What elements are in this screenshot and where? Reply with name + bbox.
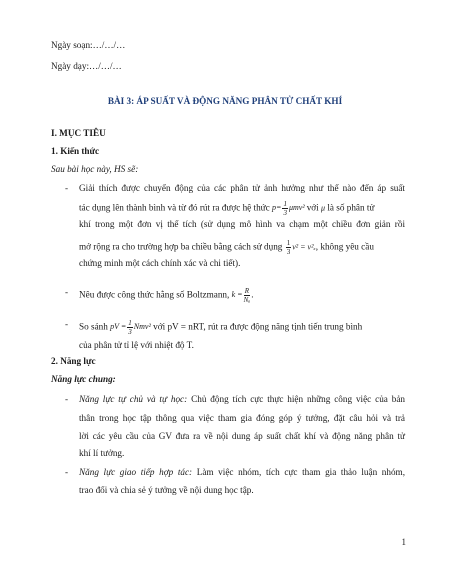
bullet-marker: - <box>65 467 69 477</box>
bullet1-line2-text-a: tác dụng lên thành bình và từ đó rút ra được hệ thức <box>79 202 270 213</box>
competence2-line2: trao đổi và chia sẻ ý tưởng về nội dung học tập. <box>79 485 254 495</box>
bullet-marker: - <box>65 394 69 404</box>
competence1-line2: thân trong học tập thông qua việc tham gia đóng góp ý tưởng, đặt câu hỏi và trả <box>79 413 405 423</box>
fraction-den: Nₐ <box>243 296 251 304</box>
intro-text: Sau bài học này, HS sẽ: <box>51 164 139 174</box>
section-heading-objectives: I. MỤC TIÊU <box>51 128 106 138</box>
fraction-one-third <box>282 200 288 217</box>
fraction-num: 1 <box>286 239 291 247</box>
bullet1-line5: chứng minh một cách chính xác và chi tiết). <box>79 258 241 268</box>
formula-rhs: μmv² <box>288 203 305 213</box>
bullet1-line3: khí trong một đơn vị thể tích (sử dụng mô hình va chạm một chiều đơn giản rồi <box>79 219 405 229</box>
competence1-line1 <box>79 394 405 404</box>
bullet2-text-b: . <box>251 289 254 300</box>
competence1-line3: lời các yêu cầu của GV đưa ra về nội dung áp suất chất khí và động năng phân tử <box>79 431 405 441</box>
mu-symbol: μ <box>321 203 326 213</box>
bullet3-text-b: với pV = nRT, rút ra được động năng tịnh tiến trung bình <box>153 321 363 332</box>
competence1-line4: khí lí tưởng. <box>79 448 125 458</box>
fraction-den: 3 <box>283 209 287 217</box>
competence2-label: Năng lực giao tiếp hợp tác: <box>79 467 193 477</box>
fraction-one-third-3 <box>127 319 133 336</box>
fraction-num: 1 <box>283 200 287 208</box>
formula-pressure <box>272 200 307 217</box>
fraction-num: R <box>244 287 250 295</box>
fraction-num: 1 <box>128 319 132 327</box>
bullet3-line1 <box>79 319 362 336</box>
bullet1-line2-text-c: là số phân tử <box>327 202 375 213</box>
subheading-knowledge: 1. Kiến thức <box>51 146 100 156</box>
subheading-competence: 2. Năng lực <box>51 356 96 366</box>
formula-boltzmann <box>231 287 252 304</box>
fraction-one-third-2 <box>286 239 292 256</box>
formula-velocity: v² = v²ₓ <box>292 242 316 252</box>
bullet2-line1 <box>79 287 254 304</box>
bullet3-line2: của phân tử tỉ lệ với nhiệt độ T. <box>79 340 194 350</box>
fraction-den: 3 <box>286 248 291 256</box>
bullet2-text-a: Nêu được công thức hằng số Boltzmann, <box>79 289 230 300</box>
fraction-r-over-na <box>243 287 254 304</box>
formula-lhs: k = <box>231 290 243 300</box>
competence1-text: Chủ động tích cực thực hiện những công việc của bản <box>191 394 406 404</box>
competence2-line1 <box>79 467 405 477</box>
formula-pv <box>110 319 151 336</box>
bullet1-line4 <box>79 239 374 256</box>
bullet-marker: - <box>65 287 69 297</box>
bullet1-line2 <box>79 200 374 217</box>
teach-date: Ngày dạy:…/…/… <box>51 61 122 71</box>
bullet3-text-a: So sánh <box>79 321 108 332</box>
bullet-marker: - <box>65 183 69 193</box>
bullet1-line4-text-a: mở rộng ra cho trường hợp ba chiều bằng cách sử dụng <box>79 241 283 252</box>
bullet1-line4-text-b: , không yêu cầu <box>315 241 374 252</box>
prep-date: Ngày soạn:…/…/… <box>51 40 126 50</box>
competence2-text: Làm việc nhóm, tích cực tham gia thảo luận nhóm, <box>196 467 405 477</box>
formula-lhs: pV = <box>110 322 127 332</box>
formula-lhs: p= <box>272 203 282 213</box>
page-number: 1 <box>401 537 406 547</box>
bullet1-line2-text-b: với <box>306 202 319 213</box>
fraction-den: 3 <box>128 328 132 336</box>
general-competence-label: Năng lực chung: <box>51 374 116 384</box>
bullet1-line1: Giải thích được chuyển động của các phân tử ảnh hưởng như thế nào đến áp suất <box>79 183 405 193</box>
bullet-marker: - <box>65 319 69 329</box>
competence1-label: Năng lực tự chủ và tự học: <box>79 394 188 404</box>
formula-rhs: Nmv² <box>133 322 151 332</box>
lesson-title: BÀI 3: ÁP SUẤT VÀ ĐỘNG NĂNG PHÂN TỬ CHẤT KHÍ <box>107 96 343 106</box>
